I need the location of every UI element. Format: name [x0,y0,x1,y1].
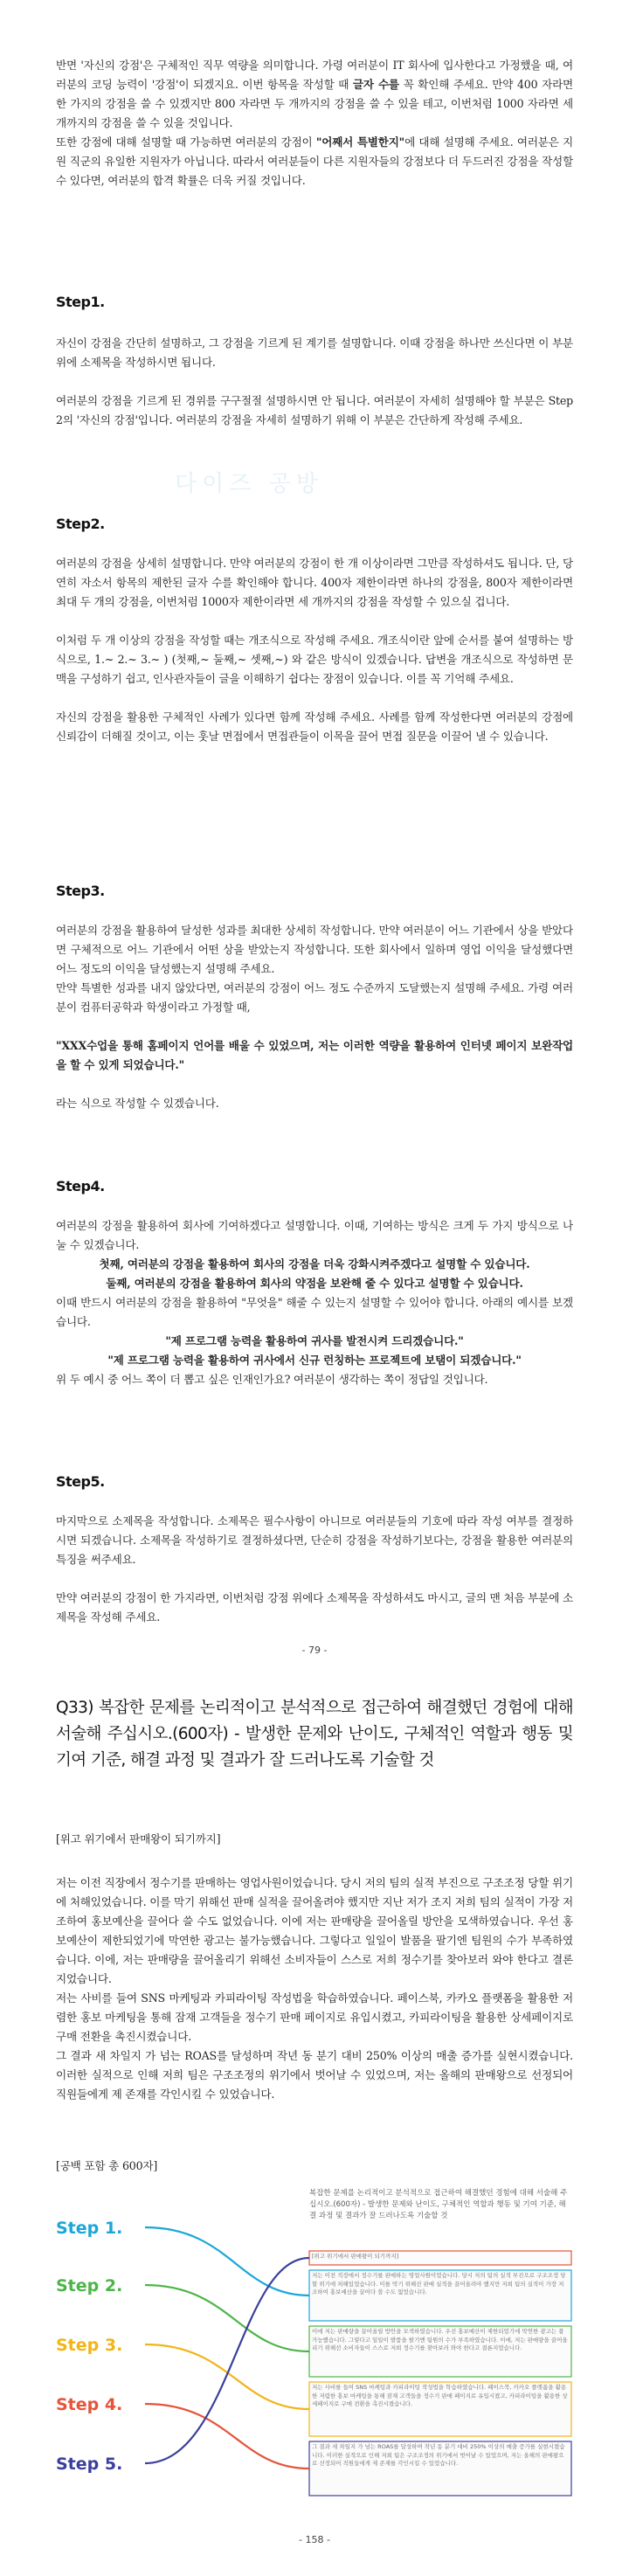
step3-paragraph: 만약 특별한 성과를 내지 않았다면, 여러분의 강점이 어느 정도 수준까지 도달했는지 설명해 주세요. 가령 여러분이 컴퓨터공학과 학생이라고 가정할 때, [56,981,573,1014]
step1-paragraph: 여러분의 강점을 기르게 된 경위를 구구절절 설명하시면 안 됩니다. 여러분이 자세히 설명해야 할 부분은 Step 2의 '자신의 강점'입니다. 여러분의 강점을 자세히 설명하기 위해 이 부분은 간단하게 작성해 주세요. [56,394,573,426]
diagram-connector [145,2285,309,2351]
diagram-step-label: Step 1. [56,2219,123,2238]
diagram-step-label: Step 2. [56,2276,123,2296]
watermark: 다이즈 공방 [175,471,323,497]
step2-body [56,554,573,746]
step3-heading: Step3. [56,883,105,899]
answer-paragraph: 저는 사비를 들여 SNS 마케팅과 카피라이팅 작성법을 학습하였습니다. 페이스북, 카카오 플랫폼을 활용한 저렴한 홍보 마케팅을 통해 잠재 고객들을 정수기 판매 페이지로 유입시켰고, 카피라이팅을 활용한 상세페이지로 구매 전환을 촉진시켰습니다. [56,1991,573,2043]
step2-paragraph: 이처럼 두 개 이상의 강점을 작성할 때는 개조식으로 작성해 주세요. 개조식이란 앞에 순서를 붙여 설명하는 방식으로, 1.~ 2.~ 3.~ ) (첫째,~ 둘째,~ 셋째,~) 와 같은 방식이 있겠습니다. 답변을 개조식으로 작성하면 문맥을 구성하기 쉽고, 인사관자들이 글을 이해하기 쉽다는 장점이 있습니다. 이를 꼭 기억해 주세요. [56,634,573,685]
page-number: - 79 - [301,1645,328,1656]
step3-quote: "XXX수업을 통해 홈페이지 언어를 배울 수 있었으며, 저는 이러한 역량을 활용하여 인터넷 페이지 보완작업을 할 수 있게 되었습니다." [56,1039,573,1071]
step4-paragraph: 여러분의 강점을 활용하여 회사에 기여하겠다고 설명합니다. 이때, 기여하는 방식은 크게 두 가지 방식으로 나눌 수 있겠습니다. [56,1219,573,1251]
step2-paragraph: 여러분의 강점을 상세히 설명합니다. 만약 여러분의 강점이 한 개 이상이라면 그만큼 작성하셔도 됩니다. 단, 당연히 자소서 항목의 제한된 글자 수를 확인해야 합니다. 400자 제한이라면 하나의 강점을, 800자 제한이라면 최대 두 개의 강점을, 이번처럼 1000자 제한이라면 세 개까지의 강점을 작성할 수 있으실 겁니다. [56,557,573,608]
diagram-connector [145,2404,309,2469]
step4-bullet: 둘째, 여러분의 강점을 활용하여 회사의 약점을 보완해 줄 수 있다고 설명할 수 있습니다. [106,1277,523,1290]
step4-body [56,1216,573,1389]
step2-heading: Step2. [56,516,105,532]
diagram-connector [145,2227,309,2296]
answer-paragraph: 저는 이전 직장에서 정수기를 판매하는 영업사원이었습니다. 당시 저의 팀의 실적 부진으로 구조조정 당할 위기에 처해있었습니다. 이를 막기 위해선 판매 실적을 끌어올려야 했지만 지난 저가 조지 저희 팀의 실적이 가장 저조하여 홍보예산을 끌어다 쓸 수도 없었습니다. 이에 저는 판매량을 끌어올릴 방안을 모색하였습니다. 우선 홍보예산이 제한되었기에 막연한 광고는 불가능했습니다. 그렇다고 일일이 발품을 팔기엔 팀원의 수가 부족하였습니다. 이에, 저는 판매량을 끌어올리기 위해선 소비자들이 스스로 저희 정수기를 찾아보러 와야 한다고 결론지었습니다. [56,1876,573,1985]
diagram-box-text: 그 결과 새 차일지 가 넘는 ROAS를 달성하며 작년 동 분기 대비 250% 이상의 매출 증가를 실현시켰습니다. 이러한 실적으로 인해 저희 팀은 구조조정의 위기에서 벗어날 수 있었으며, 저는 올해의 판매왕으로 선정되어 직원들에게 제 존재를 각인시킬 수 있었습니다. [312,2443,565,2467]
char-count-note: [공백 포함 총 600자] [56,2159,158,2172]
intro-section [56,56,573,190]
step1-heading: Step1. [56,294,105,310]
step5-paragraph: 만약 여러분의 강점이 한 가지라면, 이번처럼 강점 위에다 소제목을 작성하셔도 마시고, 글의 맨 처음 부분에 소제목을 작성해 주세요. [56,1591,573,1624]
answer-subtitle: [위고 위기에서 판매왕이 되기까지] [56,1832,221,1845]
step4-example: "제 프로그램 능력을 활용하여 귀사에서 신규 런칭하는 프로젝트에 보탬이 되겠습니다." [107,1354,522,1367]
step1-paragraph: 자신이 강점을 간단히 설명하고, 그 강점을 기르게 된 계기를 설명합니다. 이때 강점을 하나만 쓰신다면 이 부분 위에 소제목을 작성하시면 됩니다. [56,336,573,369]
step3-body [56,921,573,1113]
step4-bullet: 첫째, 여러분의 강점을 활용하여 회사의 강점을 더욱 강화시켜주겠다고 설명할 수 있습니다. [99,1257,530,1271]
diagram-step-label: Step 4. [56,2395,123,2414]
step5-body [56,1512,573,1627]
step2-paragraph: 자신의 강점을 활용한 구체적인 사례가 있다면 함께 작성해 주세요. 사례를 함께 작성한다면 여러분의 강점에 신뢰감이 더해질 것이고, 이는 훗날 면접에서 면접관들이 이목을 끌어 면접 질문을 이끌어 낼 수 있습니다. [56,710,573,743]
step3-paragraph: 라는 식으로 작성할 수 있겠습니다. [56,1097,219,1110]
diagram-step-label: Step 3. [56,2336,123,2355]
diagram-prompt: 복잡한 문제를 논리적이고 분석적으로 접근하여 해결했던 경험에 대해 서술해 주십시오.(600자) - 발생한 문제와 난이도, 구체적인 역할과 행동 및 기여 기준, 해결 과정 및 결과가 잘 드러나도록 기술할 것 [309,2189,568,2220]
step4-paragraph: 위 두 예시 중 어느 쪽이 더 뽑고 싶은 인재인가요? 여러분이 생각하는 쪽이 정답일 것입니다. [56,1373,488,1386]
step5-heading: Step5. [56,1473,105,1490]
step-mapping-diagram [56,2188,573,2520]
answer-body [56,1873,573,2104]
diagram-connector [145,2344,309,2409]
diagram-box-text: 이에 저는 판매량을 끌어올릴 방안을 모색하였습니다. 우선 홍보예산이 제한되었기에 막연한 광고는 불가능했습니다. 그렇다고 일일이 발품을 팔기엔 팀원의 수가 부족하였습니다. 이에, 저는 판매량을 끌어올리기 위해선 소비자들이 스스로 저희 정수기를 찾아보러 와야 한다고 결론지었습니다. [312,2328,568,2351]
intro-paragraph-2: 또한 강점에 대해 설명할 때 가능하면 여러분의 강점이 "어째서 특별한지"에 대해 설명해 주세요. 여러분은 지원 직군의 유일한 지원자가 아닙니다. 따라서 여러분들이 다른 지원자들의 강점보다 더 두드러진 강점을 작성할 수 있다면, 여러분의 합격 확률은 더욱 커질 것입니다. [56,135,574,187]
question-title: Q33) 복잡한 문제를 논리적이고 분석적으로 접근하여 해결했던 경험에 대해 서술해 주십시오.(600자) - 발생한 문제와 난이도, 구체적인 역할과 행동 및 기여 기준, 해결 과정 및 결과가 잘 드러나도록 기술할 것 [56,1699,573,1769]
diagram-svg [56,2188,573,2520]
step4-paragraph: 이때 반드시 여러분의 강점을 활용하여 "무엇을" 해줄 수 있는지 설명할 수 있어야 합니다. 아래의 예시를 보겠습니다. [56,1296,573,1328]
step3-paragraph: 여러분의 강점을 활용하여 달성한 성과를 최대한 상세히 작성합니다. 만약 여러분이 어느 기관에서 상을 받았다면 구체적으로 어느 기관에서 어떤 상을 받았는지 작성합니다. 또한 회사에서 일하며 영업 이익을 달성했다면 어느 정도의 이익을 달성했는지 설명해 주세요. [56,924,573,975]
diagram-step-label: Step 5. [56,2455,123,2474]
diagram-box-text: 저는 사비를 들여 SNS 마케팅과 카피라이팅 작성법을 학습하였습니다. 페이스북, 카카오 플랫폼을 활용한 저렴한 홍보 마케팅을 통해 잠재 고객들을 정수기 판매 페이지로 유입시켰고, 카피라이팅을 활용한 상세페이지로 구매 전환을 촉진시켰습니다. [312,2384,568,2407]
step4-example: "제 프로그램 능력을 활용하여 귀사를 발전시켜 드리겠습니다." [165,1334,464,1347]
page-number: - 158 - [299,2534,330,2545]
answer-paragraph: 그 결과 새 차일지 가 넘는 ROAS를 달성하며 작년 동 분기 대비 250% 이상의 매출 증가를 실현시켰습니다. 이러한 실적으로 인해 저희 팀은 구조조정의 위기에서 벗어날 수 있었으며, 저는 올해의 판매왕으로 선정되어 직원들에게 제 존재를 각인시킬 수 있었습니다. [56,2049,573,2101]
diagram-box-text: [위고 위기에서 판매왕이 되기까지] [312,2253,399,2260]
step5-paragraph: 마지막으로 소제목을 작성합니다. 소제목은 필수사항이 아니므로 여러분들의 기호에 따라 작성 여부를 결정하시면 되겠습니다. 소제목을 작성하기로 결정하셨다면, 단순히 강점을 작성하기보다는, 강점을 활용한 여러분의 특징을 써주세요. [56,1514,573,1566]
diagram-box-text: 저는 이전 직장에서 정수기를 판매하는 영업사원이었습니다. 당시 저의 팀의 실적 부진으로 구조조정 당할 위기에 처해있었습니다. 이를 막기 위해선 판매 실적을 끌어올려야 했지만 저희 팀의 실적이 가장 저조하여 홍보예산을 끌어다 쓸 수도 없었습니다. [312,2272,566,2296]
step1-body [56,334,573,430]
step4-heading: Step4. [56,1178,105,1195]
intro-paragraph-1: 반면 '자신의 강점'은 구체적인 직무 역량을 의미합니다. 가령 여러분이 IT 회사에 입사한다고 가정했을 때, 여러분의 코딩 능력이 '강점'이 되겠지요. 이번 항목을 작성할 때 글자 수를 꼭 확인해 주세요. 만약 400 자라면 한 가지의 강점을 쓸 수 있겠지만 800 자라면 두 개까지의 강점을 쓸 수 있을 테고, 이번처럼 1000 자라면 세 개까지의 강점을 쓸 수 있을 것입니다. [56,59,573,129]
